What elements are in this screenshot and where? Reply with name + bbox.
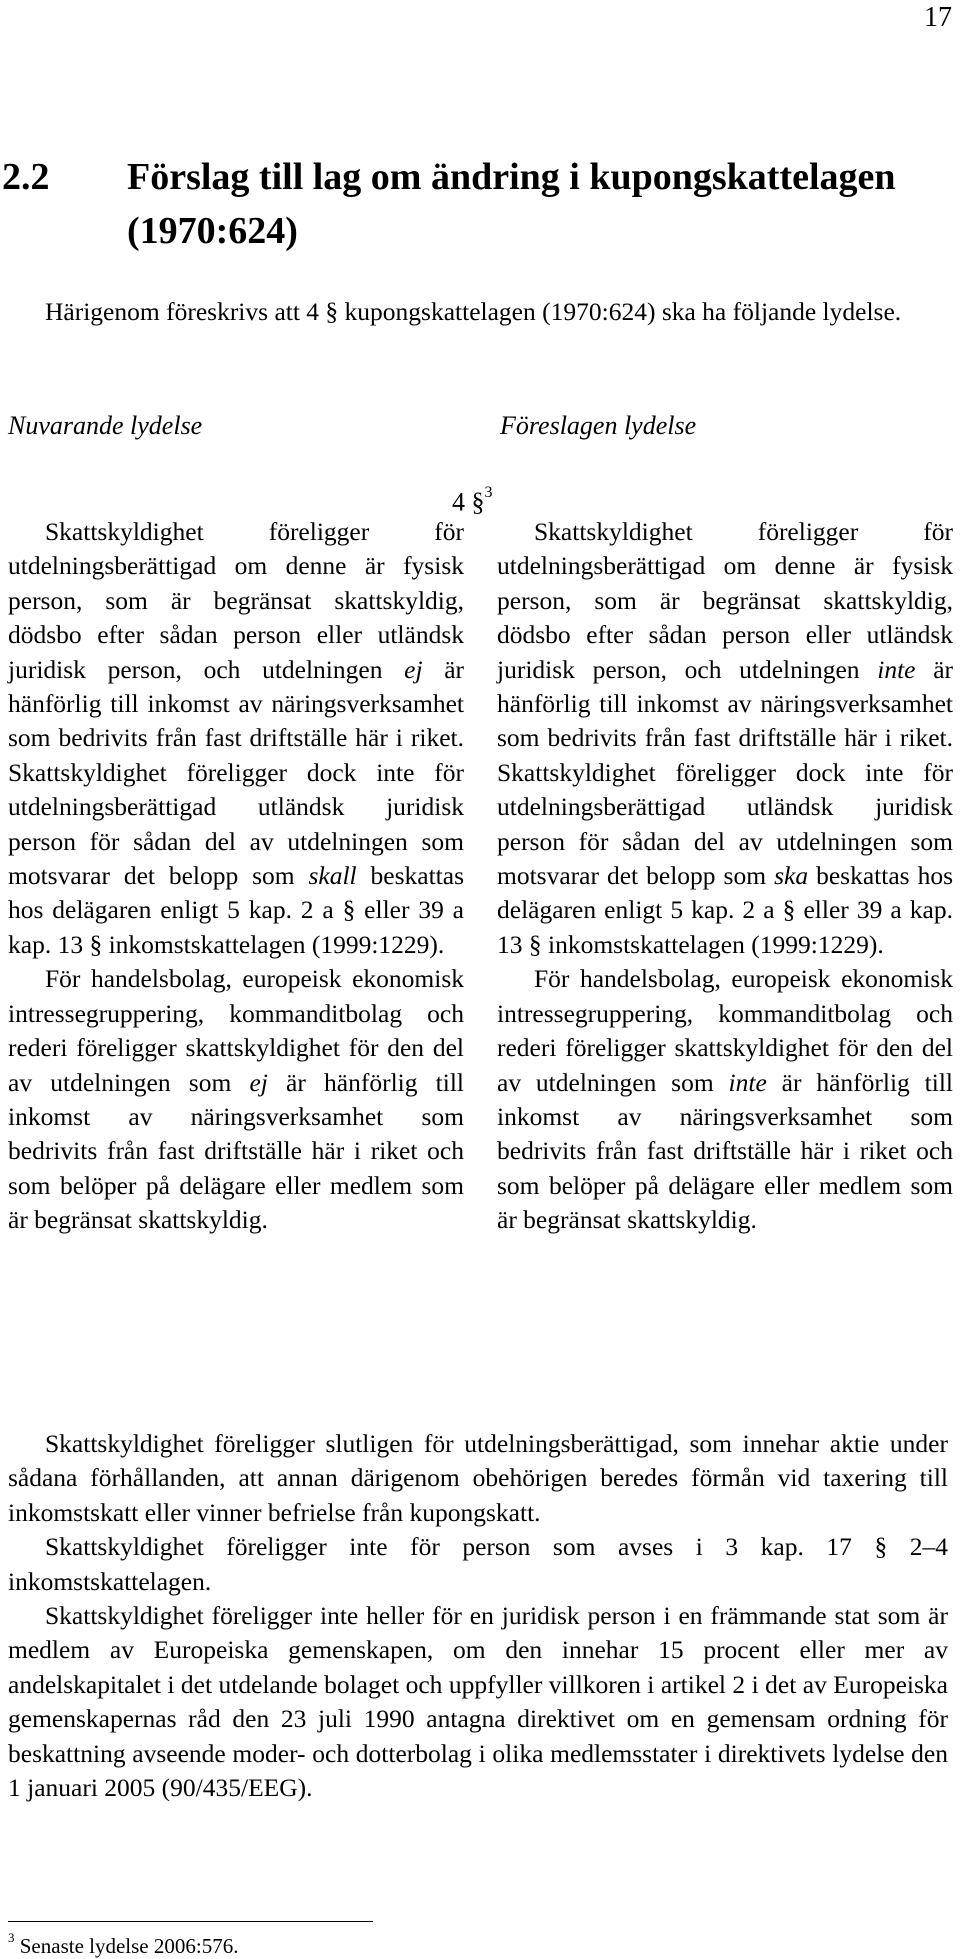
- full-width-text: [8, 1427, 948, 1805]
- section-mark-label: 4 §: [452, 487, 485, 517]
- footnote-divider: [8, 1921, 373, 1922]
- full-paragraph: Skattskyldighet föreligger inte för person som avses i 3 kap. 17 § 2–4 inkomstskattelagen.: [8, 1532, 948, 1596]
- section-mark: [452, 480, 493, 520]
- proposed-paragraph-2: För handelsbolag, europeisk ekonomisk intressegruppering, kommanditbolag och rederi föreligger skattskyldighet för den del av utdelningen som inte är hänförlig till inkomst av näringsverksamhet som bedrivits från fast driftställe här i riket och som belöper på delägare eller medlem som är begränsat skattskyldig.: [497, 964, 953, 1235]
- emphasis: inte: [877, 654, 916, 684]
- emphasis: ska: [774, 861, 809, 891]
- proposed-wording-column: [497, 515, 953, 1238]
- full-paragraph: Skattskyldighet föreligger inte heller för en juridisk person i en främmande stat som är medlem av Europeiska gemenskapen, om den innehar 15 procent eller mer av andelskapitalet i det utdelande bolaget och uppfyller villkoren i artikel 2 i det av Europeiska gemenskapernas råd den 23 juli 1990 antagna direktivet om en gemensam ordning för beskattning avseende moder- och dotterbolag i olika medlemsstater i direktivets lydelse den 1 januari 2005 (90/435/EEG).: [8, 1601, 948, 1803]
- footnote-marker: 3: [8, 1930, 15, 1945]
- emphasis: ej: [249, 1067, 268, 1097]
- footnote: [8, 1928, 238, 1959]
- emphasis: skall: [308, 861, 357, 891]
- current-paragraph-2: För handelsbolag, europeisk ekonomisk intressegruppering, kommanditbolag och rederi föreligger skattskyldighet för den del av utdelningen som ej är hänförlig till inkomst av näringsverksamhet som bedrivits från fast driftställe här i riket och som belöper på delägare eller medlem som är begränsat skattskyldig.: [8, 964, 464, 1235]
- section-title: Förslag till lag om ändring i kupongskattelagen (1970:624): [127, 156, 896, 252]
- proposed-paragraph-1: Skattskyldighet föreligger för utdelningsberättigad om denne är fysisk person, som är begränsat skattskyldig, dödsbo efter sådan person eller utländsk juridisk person, och utdelningen inte är hänförlig till inkomst av näringsverksamhet som bedrivits från fast driftställe här i riket. Skattskyldighet föreligger dock inte för utdelningsberättigad utländsk juridisk person för sådan del av utdelningen som motsvarar det belopp som ska beskattas hos delägaren enligt 5 kap. 2 a § eller 39 a kap. 13 § inkomstskattelagen (1999:1229).: [497, 517, 953, 959]
- current-wording-column: [8, 515, 464, 1238]
- section-number: 2.2: [2, 156, 50, 198]
- emphasis: ej: [404, 654, 423, 684]
- full-paragraph: Skattskyldighet föreligger slutligen för utdelningsberättigad, som innehar aktie under sådana förhållanden, att annan därigenom obehörigen beredes förmån vid taxering till inkomstskatt eller vinner befrielse från kupongskatt.: [8, 1429, 948, 1527]
- intro-paragraph: Härigenom föreskrivs att 4 § kupongskattelagen (1970:624) ska ha följande lydelse.: [45, 297, 902, 326]
- emphasis: inte: [728, 1067, 767, 1097]
- footnote-text: Senaste lydelse 2006:576.: [19, 1934, 239, 1958]
- page-number: 17: [924, 2, 952, 33]
- current-paragraph-1: Skattskyldighet föreligger för utdelningsberättigad om denne är fysisk person, som är begränsat skattskyldig, dödsbo efter sådan person eller utländsk juridisk person, och utdelningen ej är hänförlig till inkomst av näringsverksamhet som bedrivits från fast driftställe här i riket. Skattskyldighet föreligger dock inte för utdelningsberättigad utländsk juridisk person för sådan del av utdelningen som motsvarar det belopp som skall beskattas hos delägaren enligt 5 kap. 2 a § eller 39 a kap. 13 § inkomstskattelagen (1999:1229).: [8, 517, 464, 959]
- proposed-wording-heading: Föreslagen lydelse: [500, 411, 697, 440]
- current-wording-heading: Nuvarande lydelse: [8, 411, 203, 440]
- footnote-reference: 3: [484, 484, 493, 501]
